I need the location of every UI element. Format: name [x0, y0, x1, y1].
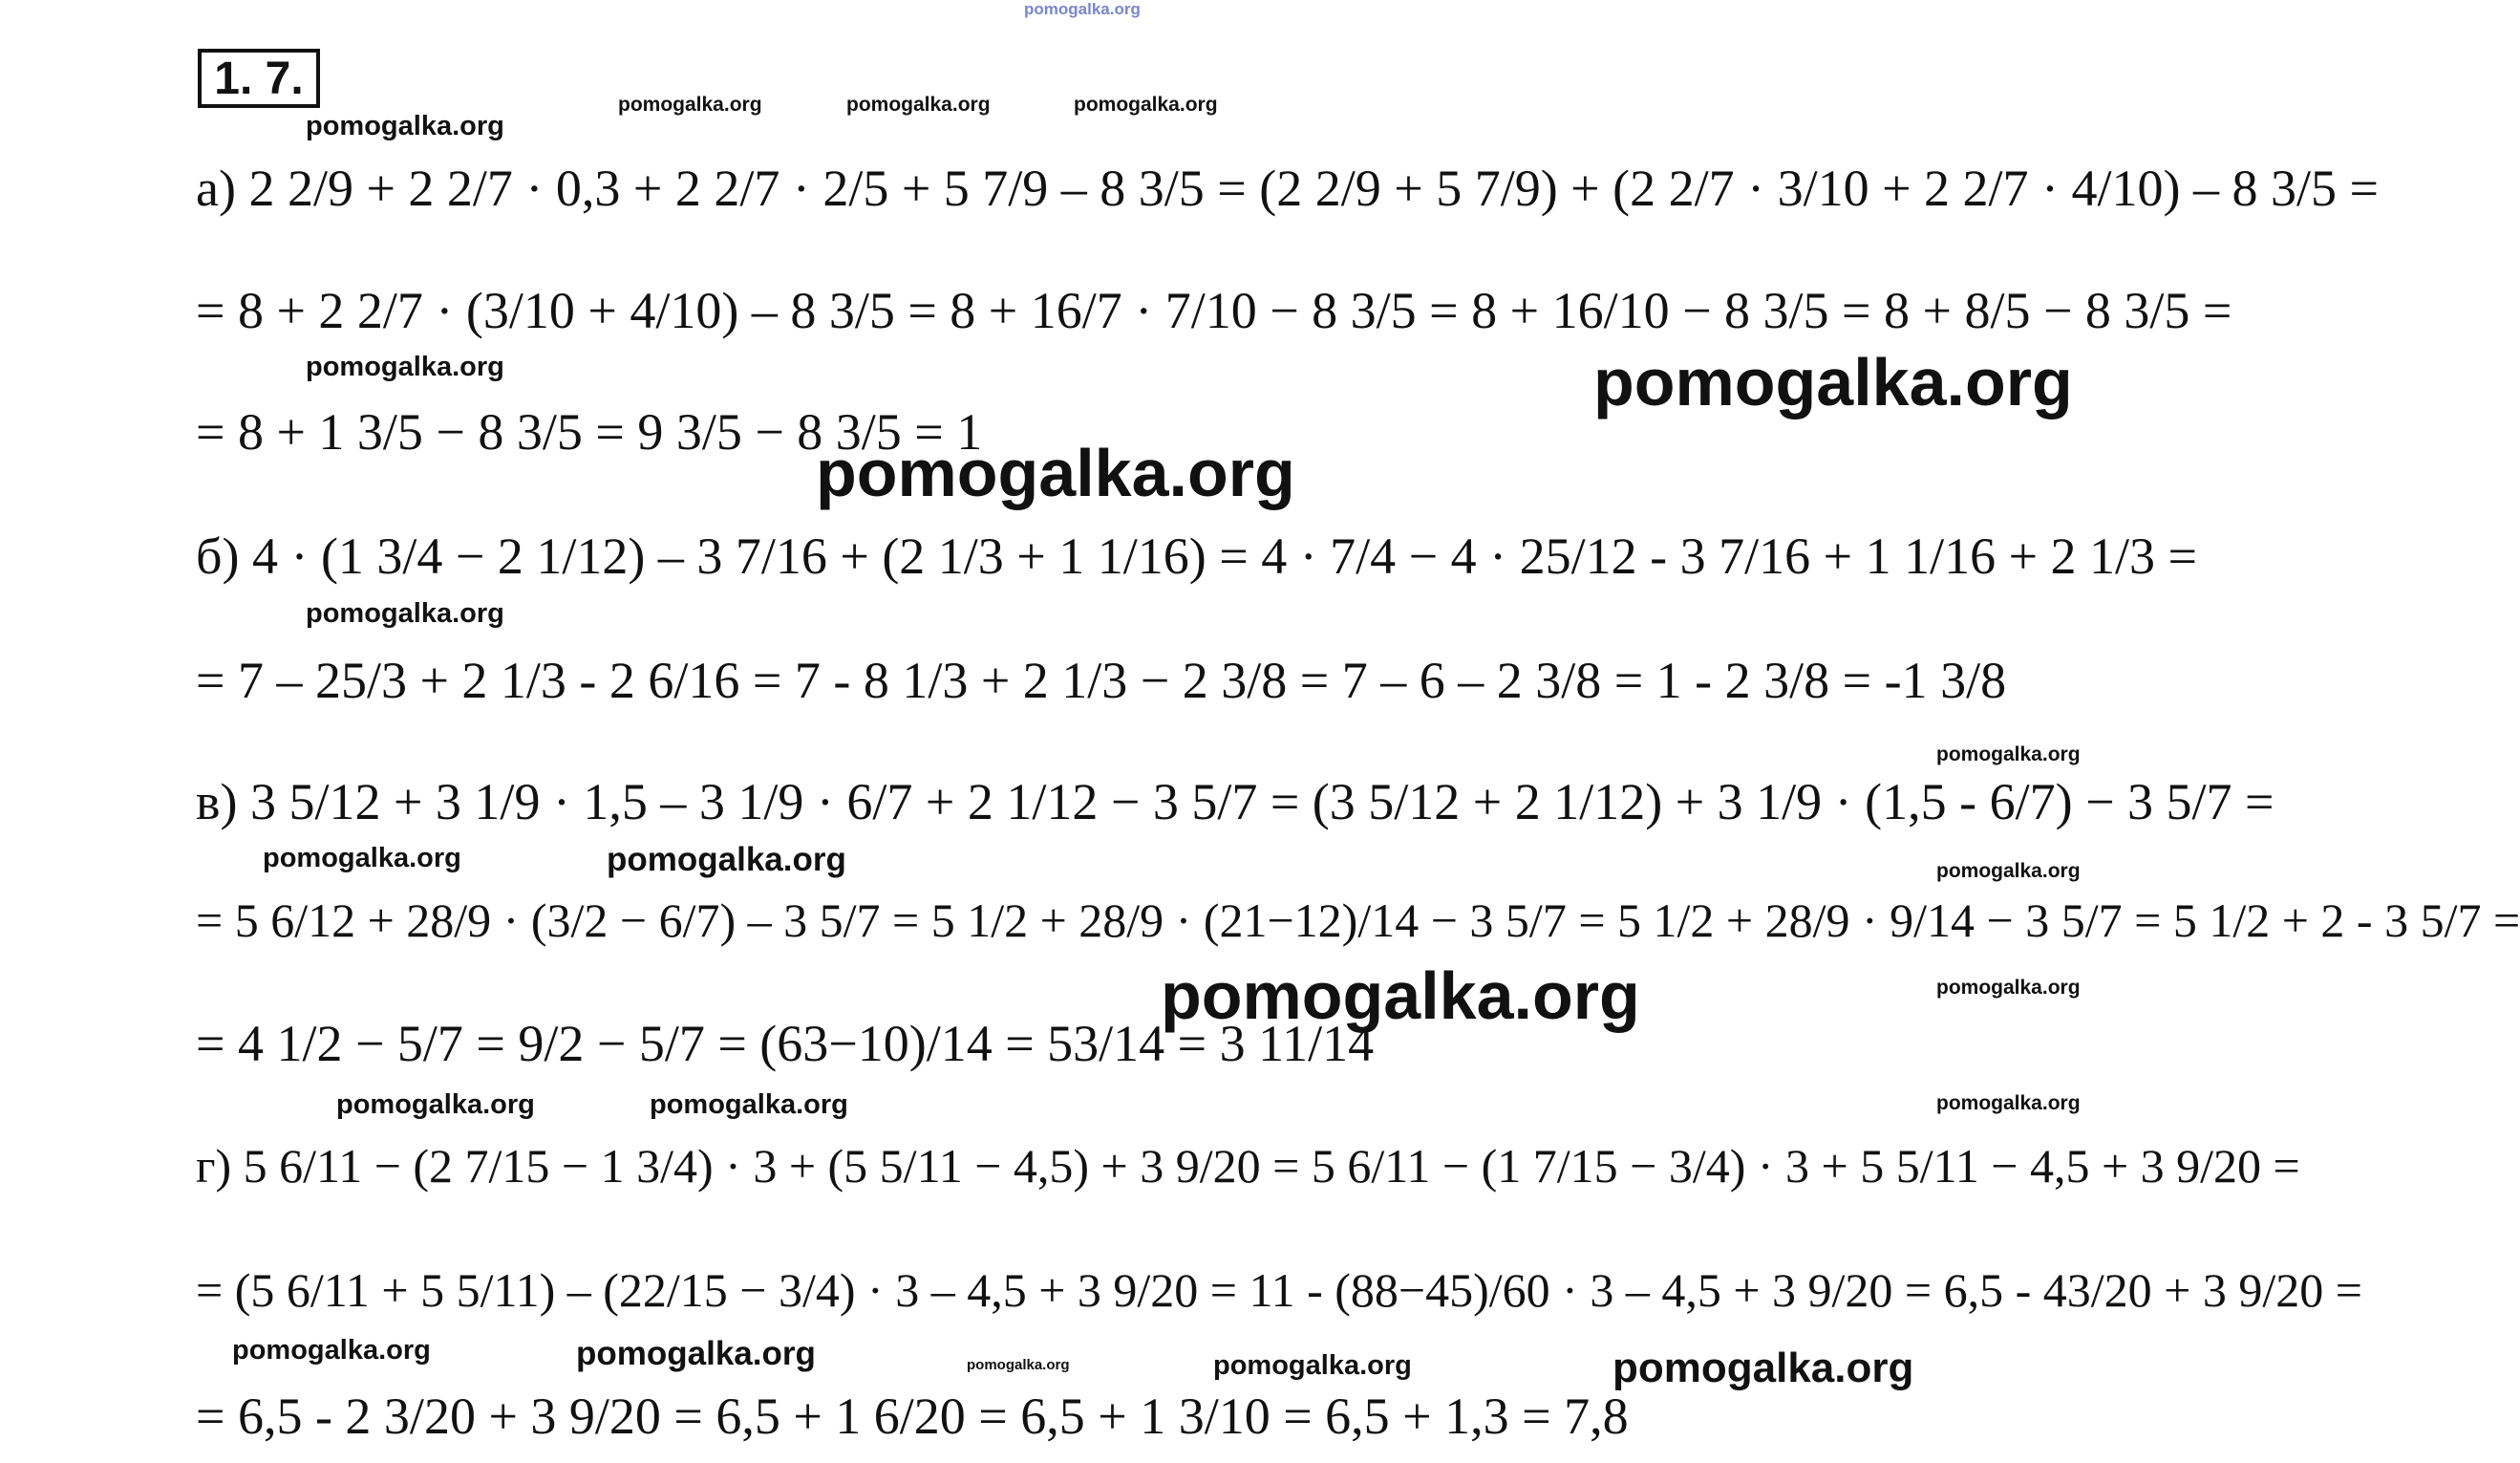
watermark: pomogalka.org	[1593, 345, 2073, 420]
solution-v-line-2: = 5 6/12 + 28/9 · (3/2 − 6/7) – 3 5/7 = 5 1/2 + 28/9 · (21−12)/14 − 3 5/7 = 5 1/2 + 28/9 · 9/14 − 3 5/7 = 5 1/2 + 2 - 3 5/7 =	[196, 893, 2520, 947]
watermark: pomogalka.org	[306, 598, 504, 629]
solution-g-line-2: = (5 6/11 + 5 5/11) – (22/15 − 3/4) · 3 – 4,5 + 3 9/20 = 11 - (88−45)/60 · 3 – 4,5 + 3 9/20 = 6,5 - 43/20 + 3 9/20 =	[196, 1263, 2362, 1317]
watermark: pomogalka.org	[576, 1335, 816, 1372]
watermark: pomogalka.org	[607, 841, 846, 878]
watermark: pomogalka.org	[1161, 958, 1640, 1033]
solution-v-line-1: в) 3 5/12 + 3 1/9 · 1,5 – 3 1/9 · 6/7 + 2 1/12 − 3 5/7 = (3 5/12 + 2 1/12) + 3 1/9 · (1,5 - 6/7) − 3 5/7 =	[196, 773, 2274, 830]
watermark: pomogalka.org	[336, 1089, 535, 1120]
watermark: pomogalka.org	[263, 843, 461, 873]
solution-v-line-3: = 4 1/2 − 5/7 = 9/2 − 5/7 = (63−10)/14 = 53/14 = 3 11/14	[196, 1015, 1375, 1072]
watermark: pomogalka.org	[1213, 1350, 1412, 1381]
watermark: pomogalka.org	[1074, 94, 1218, 116]
watermark: pomogalka.org	[1612, 1345, 1914, 1391]
solution-g-line-1: г) 5 6/11 − (2 7/15 − 1 3/4) · 3 + (5 5/11 − 4,5) + 3 9/20 = 5 6/11 − (1 7/15 − 3/4) · 3 + 5 5/11 − 4,5 + 3 9/20 =	[196, 1139, 2300, 1193]
solution-b-line-2: = 7 – 25/3 + 2 1/3 - 2 6/16 = 7 - 8 1/3 + 2 1/3 − 2 3/8 = 7 – 6 – 2 3/8 = 1 - 2 3/8 = -1 3/8	[196, 652, 2007, 709]
watermark: pomogalka.org	[232, 1335, 431, 1366]
watermark: pomogalka.org	[1936, 743, 2081, 765]
watermark: pomogalka.org	[306, 352, 504, 382]
solution-b-line-1: б) 4 · (1 3/4 − 2 1/12) – 3 7/16 + (2 1/3 + 1 1/16) = 4 · 7/4 − 4 · 25/12 - 3 7/16 + 1 1/16 + 2 1/3 =	[196, 527, 2197, 585]
problem-number: 1. 7.	[198, 49, 320, 108]
solution-a-line-1: а) 2 2/9 + 2 2/7 · 0,3 + 2 2/7 · 2/5 + 5 7/9 – 8 3/5 = (2 2/9 + 5 7/9) + (2 2/7 · 3/10 + 2 2/7 · 4/10) – 8 3/5 =	[196, 160, 2379, 217]
watermark-top: pomogalka.org	[1024, 0, 1141, 18]
watermark: pomogalka.org	[306, 111, 504, 141]
watermark: pomogalka.org	[1936, 860, 2081, 882]
watermark: pomogalka.org	[1936, 977, 2081, 999]
watermark: pomogalka.org	[816, 436, 1295, 510]
solution-g-line-3: = 6,5 - 2 3/20 + 3 9/20 = 6,5 + 1 6/20 = 6,5 + 1 3/10 = 6,5 + 1,3 = 7,8	[196, 1388, 1629, 1445]
watermark: pomogalka.org	[650, 1089, 848, 1120]
watermark: pomogalka.org	[1936, 1092, 2081, 1114]
watermark: pomogalka.org	[618, 94, 762, 116]
solution-a-line-3: = 8 + 1 3/5 − 8 3/5 = 9 3/5 − 8 3/5 = 1	[196, 403, 983, 461]
watermark: pomogalka.org	[846, 94, 991, 116]
solution-a-line-2: = 8 + 2 2/7 · (3/10 + 4/10) – 8 3/5 = 8 + 16/7 · 7/10 − 8 3/5 = 8 + 16/10 − 8 3/5 = 8 + 8/5 − 8 3/5 =	[196, 282, 2232, 339]
watermark: pomogalka.org	[967, 1357, 1070, 1373]
